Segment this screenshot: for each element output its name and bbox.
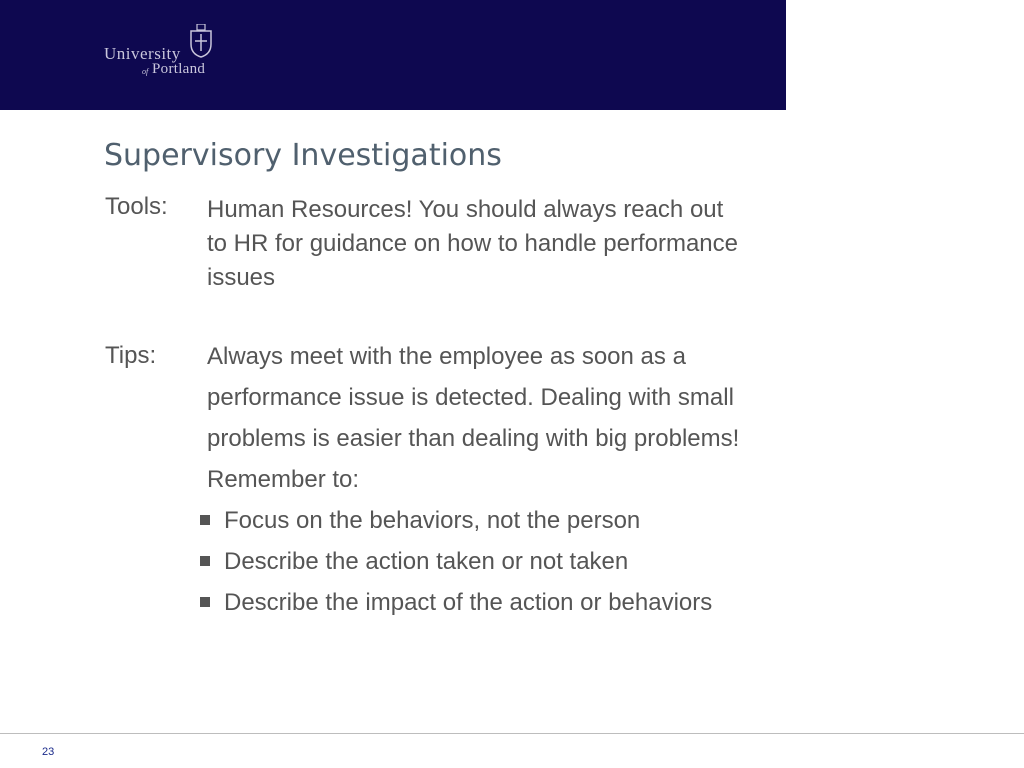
- square-bullet-icon: [200, 597, 210, 607]
- bullet-text: Focus on the behaviors, not the person: [224, 507, 641, 534]
- tips-bullet-list: [200, 500, 712, 623]
- tips-line: Remember to:: [207, 466, 360, 493]
- slide-title: Supervisory Investigations: [104, 138, 502, 173]
- footer-divider: [0, 733, 1024, 734]
- bullet-item: [200, 582, 712, 623]
- tools-line: to HR for guidance on how to handle performance: [207, 230, 738, 257]
- university-logo: [104, 24, 224, 80]
- tools-line: issues: [207, 264, 276, 291]
- tools-text: [207, 193, 867, 295]
- tips-line: Always meet with the employee as soon as a: [207, 343, 686, 370]
- bullet-text: Describe the action taken or not taken: [224, 548, 629, 575]
- bullet-item: [200, 500, 712, 541]
- shield-icon: [189, 24, 213, 58]
- tools-label: Tools:: [105, 193, 168, 220]
- tips-line: problems is easier than dealing with big problems!: [207, 425, 740, 452]
- tips-label: Tips:: [105, 342, 157, 369]
- tips-text: [207, 336, 887, 500]
- logo-text-of: of: [142, 67, 149, 76]
- square-bullet-icon: [200, 556, 210, 566]
- header-band: [0, 0, 786, 110]
- bullet-item: [200, 541, 712, 582]
- logo-text-university: University: [104, 44, 181, 63]
- bullet-text: Describe the impact of the action or behaviors: [224, 589, 713, 616]
- logo-text-portland: Portland: [152, 61, 206, 77]
- square-bullet-icon: [200, 515, 210, 525]
- tips-line: performance issue is detected. Dealing with small: [207, 384, 734, 411]
- page-number: 23: [42, 746, 55, 758]
- tools-line: Human Resources! You should always reach out: [207, 196, 724, 223]
